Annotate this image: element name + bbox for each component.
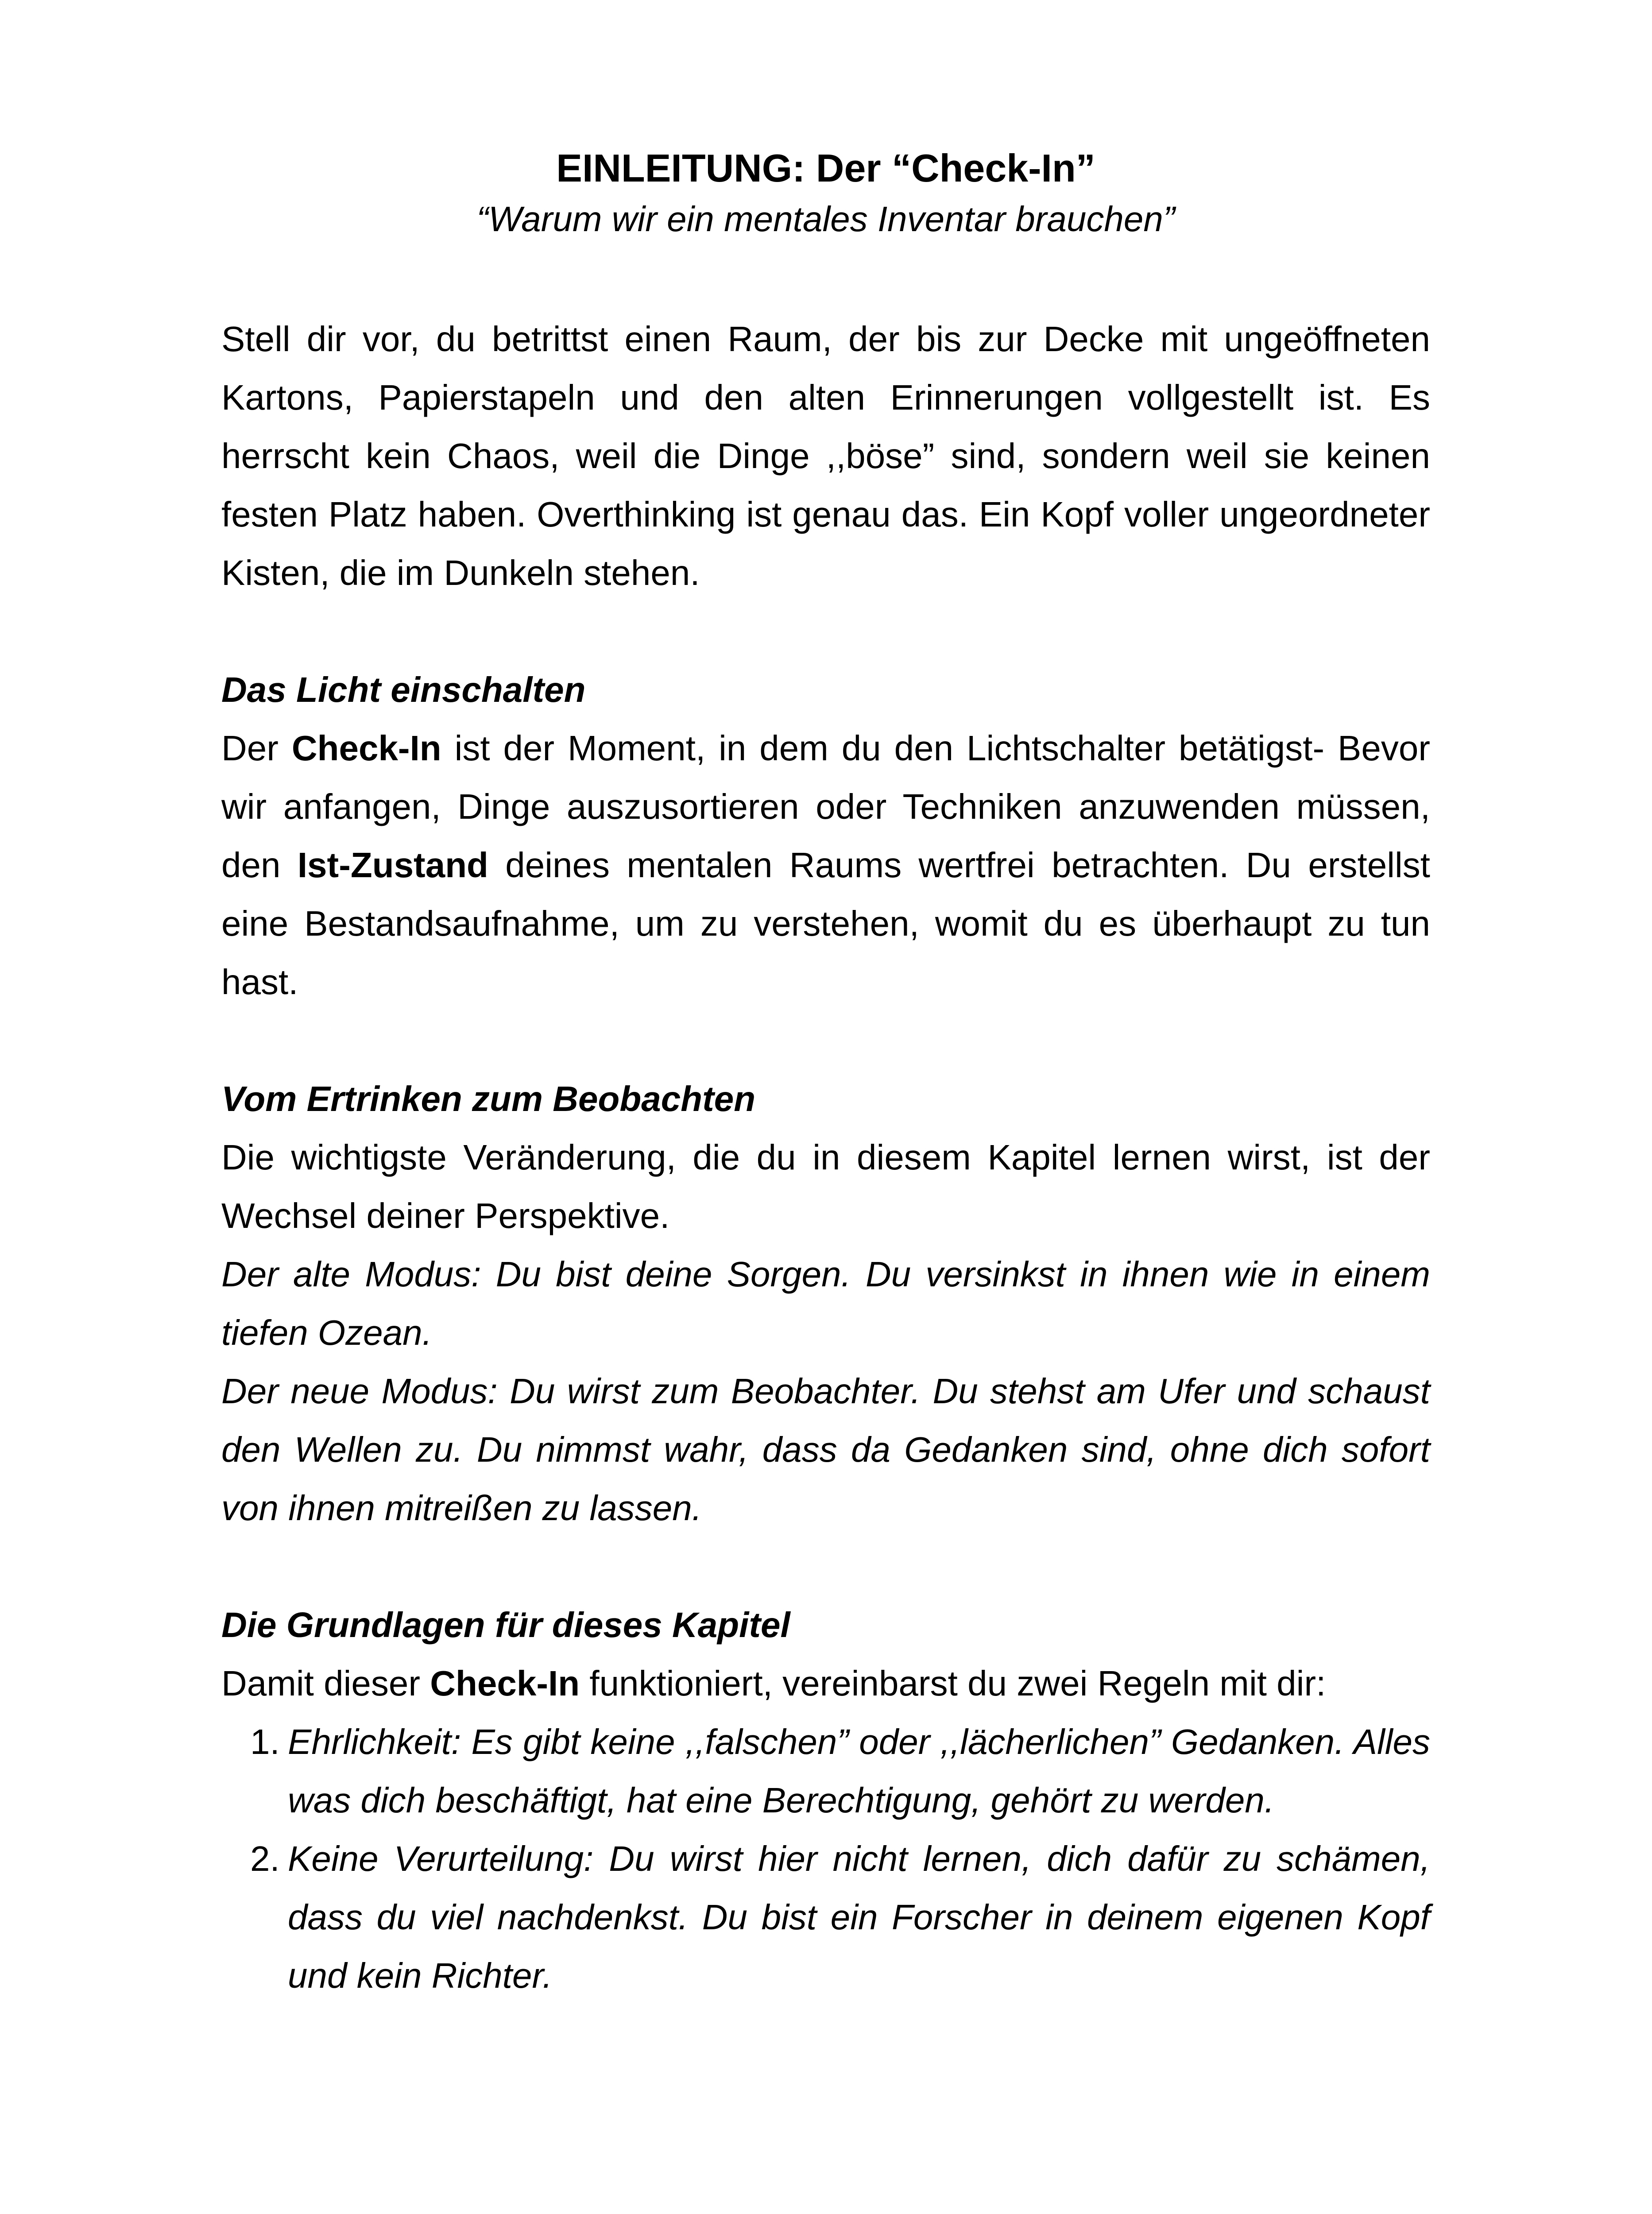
intro-paragraph: Stell dir vor, du betrittst einen Raum, der bis zur Decke mit ungeöffneten Kartons, Papierstapeln und den alten Erinnerungen vollgestellt ist. Es herrscht kein Chaos, weil die Dinge ,,böse” sind, sondern weil sie keinen festen Platz haben. Overthinking ist genau das. Ein Kopf voller ungeordneter Kisten, die im Dunkeln stehen. [221,319,1430,592]
list-item-number: 1. [250,1722,280,1761]
bold-term-ist-zustand: Ist-Zustand [297,845,488,885]
list-item-text: Ehrlichkeit: Es gibt keine ,,falschen” oder ,,lächerlichen” Gedanken. Alles was dich beschäftigt, hat eine Berechtigung, gehört zu werden. [288,1722,1430,1820]
list-item [221,1830,1430,2005]
list-item-number: 2. [250,1839,280,1878]
page-title: EINLEITUNG: Der “Check-In” [556,146,1095,190]
page-subtitle: “Warum wir ein mentales Inventar brauchen” [476,199,1175,239]
section-heading-beobachten: Vom Ertrinken zum Beobachten [221,1079,756,1119]
text-run: Damit dieser [221,1664,430,1703]
bold-term-check-in: Check-In [430,1664,580,1703]
text-run: ist der Moment, in dem du den Lichtschalter betätigst- Bevor wir anfangen, Dinge auszusortieren oder Techniken anzuwenden müssen, den [221,728,1430,885]
old-mode-paragraph: Der alte Modus: Du bist deine Sorgen. Du versinkst in ihnen wie in einem tiefen Ozean. [221,1254,1430,1352]
section-paragraph-grundlagen [221,1654,1430,1713]
section-heading-licht: Das Licht einschalten [221,670,586,709]
section-paragraph-beobachten: Die wichtigste Veränderung, die du in diesem Kapitel lernen wirst, ist der Wechsel deiner Perspektive. [221,1138,1430,1235]
document-page [221,142,1430,2005]
list-item-text: Keine Verurteilung: Du wirst hier nicht lernen, dich dafür zu schämen, dass du viel nachdenkst. Du bist ein Forscher in deinem eigenen Kopf und kein Richter. [288,1839,1430,1995]
section-heading-grundlagen: Die Grundlagen für dieses Kapitel [221,1605,790,1645]
text-run: deines mentalen Raums wertfrei betrachten. Du erstellst eine Bestandsaufnahme, um zu verstehen, womit du es überhaupt zu tun hast. [221,845,1430,1002]
list-item [221,1713,1430,1830]
section-paragraph-licht [221,719,1430,1011]
bold-term-check-in: Check-In [291,728,441,768]
text-run: Der [221,728,292,768]
rules-list [221,1713,1430,2005]
new-mode-paragraph: Der neue Modus: Du wirst zum Beobachter. Du stehst am Ufer und schaust den Wellen zu. Du nimmst wahr, dass da Gedanken sind, ohne dich sofort von ihnen mitreißen zu lassen. [221,1371,1430,1528]
text-run: funktioniert, vereinbarst du zwei Regeln mit dir: [580,1664,1326,1703]
